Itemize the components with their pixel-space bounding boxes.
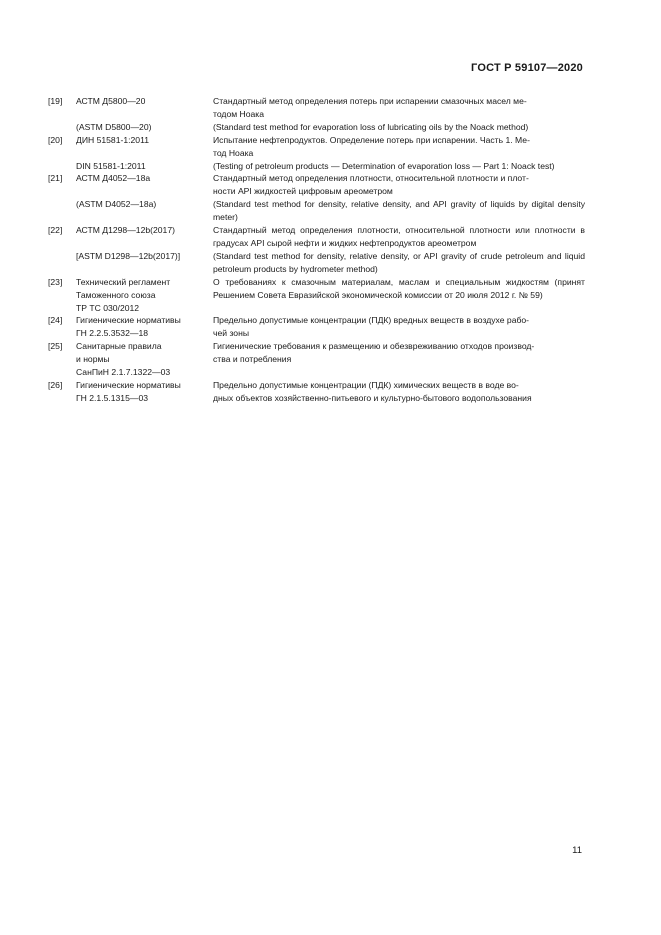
reference-code: Гигиенические нормативы ГН 2.2.5.3532—18 [76, 315, 181, 339]
reference-row [48, 224, 585, 250]
reference-code: Гигиенические нормативы ГН 2.1.5.1315—03 [76, 379, 181, 403]
reference-number: [24] [48, 315, 63, 326]
reference-code: (ASTM D5800—20) [76, 121, 152, 132]
bibliography-list [48, 95, 585, 405]
page-number: 11 [572, 845, 582, 856]
reference-row [48, 172, 585, 198]
reference-row [48, 340, 585, 379]
reference-title: О требованиях к смазочным материалам, маслам и специальным жидкостям (принят Решением Совета Евразийской экономической комиссии от 20 июля 2012 г. № 59) [213, 276, 585, 300]
reference-code: АСТМ Д4052—18а [76, 173, 151, 184]
reference-number: [22] [48, 225, 63, 236]
reference-row [48, 379, 585, 405]
reference-row [48, 95, 585, 121]
reference-title: Предельно допустимые концентрации (ПДК) вредных веществ в воздухе рабо- чей зоны [213, 315, 530, 339]
reference-title: Стандартный метод определения плотности, относительной плотности или плотности в градусах API сырой нефти и жидких нефтепродуктов ареометром [213, 225, 585, 248]
reference-title: Стандартный метод определения потерь при испарении смазочных масел ме- тодом Ноака [213, 96, 527, 119]
reference-number: [19] [48, 96, 63, 106]
reference-code: (ASTM D4052—18a) [76, 199, 157, 210]
reference-code: [ASTM D1298—12b(2017)] [76, 250, 181, 261]
reference-number: [23] [48, 276, 63, 287]
reference-title: (Standard test method for density, relative density, and API gravity of liquids by digital density meter) [213, 199, 585, 223]
reference-number: [25] [48, 341, 63, 352]
reference-code: Санитарные правила и нормы СанПиН 2.1.7.1322—03 [76, 341, 171, 378]
reference-row [48, 198, 585, 224]
reference-code: АСТМ Д1298—12b(2017) [76, 225, 175, 236]
reference-row [48, 314, 585, 340]
reference-title: Стандартный метод определения плотности, относительной плотности и плот- ности API жидкостей цифровым ареометром [213, 173, 529, 197]
reference-row [48, 250, 585, 276]
reference-code: DIN 51581-1:2011 [76, 160, 146, 171]
reference-title: (Testing of petroleum products — Determination of evaporation loss — Part 1: Noack test) [213, 160, 555, 171]
reference-number: [20] [48, 134, 63, 145]
reference-title: Гигиенические требования к размещению и обезвреживанию отходов производ- ства и потребления [213, 341, 535, 365]
reference-number: [26] [48, 379, 63, 390]
document-id: ГОСТ Р 59107—2020 [471, 62, 583, 74]
reference-title: (Standard test method for evaporation loss of lubricating oils by the Noack method) [213, 121, 529, 132]
reference-title: (Standard test method for density, relative density, or API gravity of crude petroleum and liquid petroleum products by hydrometer method) [213, 250, 585, 274]
reference-code: ДИН 51581-1:2011 [76, 134, 149, 145]
reference-code: АСТМ Д5800—20 [76, 96, 146, 106]
reference-title: Предельно допустимые концентрации (ПДК) химических веществ в воде во- дных объектов хозяйственно-питьевого и культурно-бытового водопользования [213, 379, 532, 403]
reference-code: Технический регламент Таможенного союза ТР ТС 030/2012 [76, 276, 171, 313]
reference-title: Испытание нефтепродуктов. Определение потерь при испарении. Часть 1. Ме- тод Ноака [213, 134, 530, 158]
reference-row [48, 160, 585, 173]
reference-number: [21] [48, 173, 63, 184]
reference-row [48, 134, 585, 160]
reference-row [48, 121, 585, 134]
reference-row [48, 276, 585, 315]
